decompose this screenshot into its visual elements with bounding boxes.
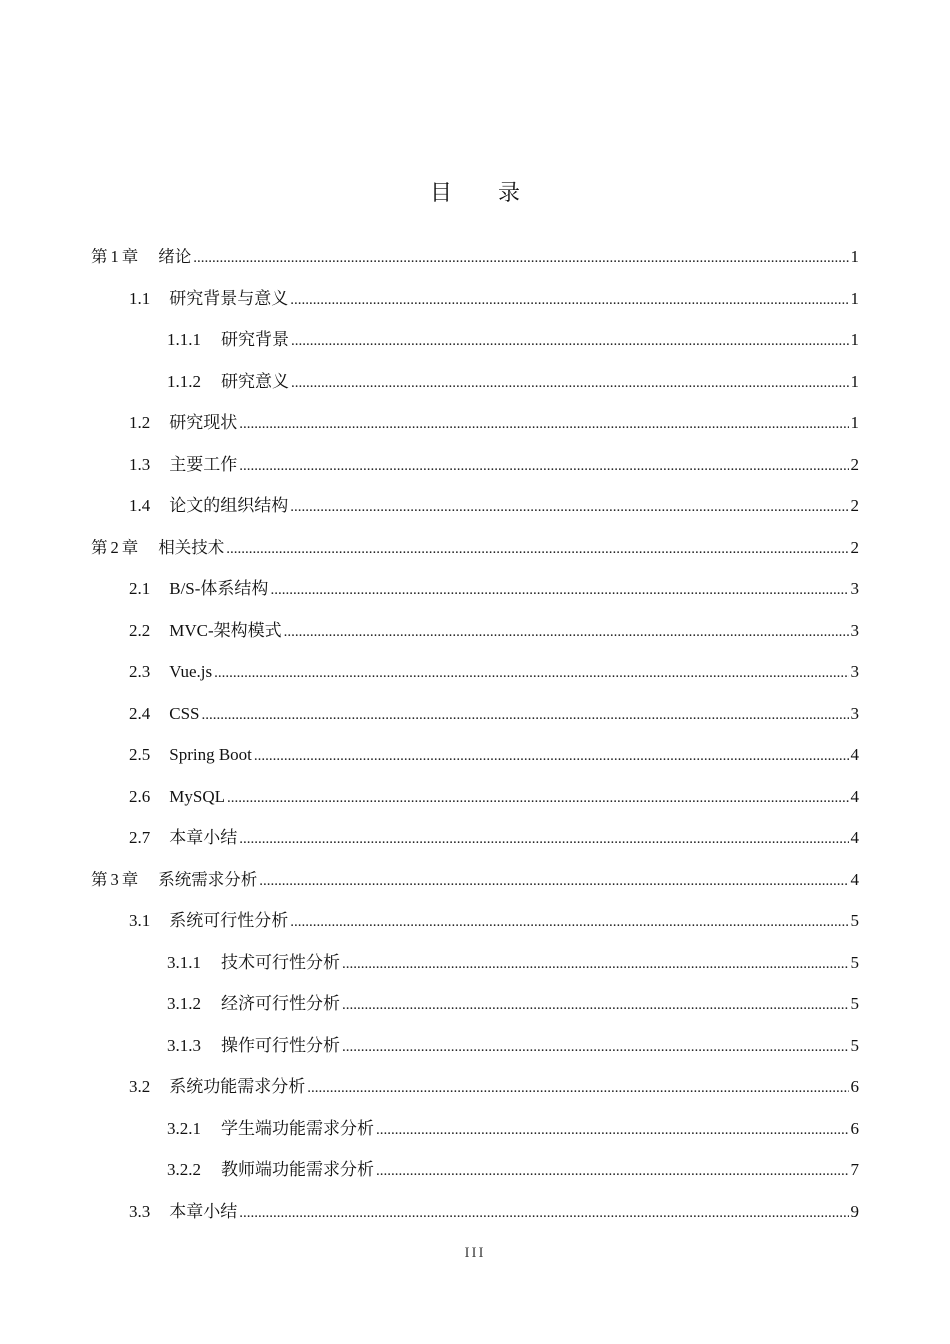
toc-entry-number: 2.4 (129, 703, 151, 723)
dot-leader (214, 656, 848, 689)
dot-leader (254, 739, 849, 772)
toc-entry-page: 1 (850, 371, 859, 391)
dot-leader (307, 1071, 848, 1104)
toc-entry-label: 论文的组织结构 (169, 496, 289, 515)
toc-entry-number: 2.2 (129, 620, 151, 640)
toc-subsection-entry[interactable] (0, 988, 950, 1030)
toc-entry-number: 3.1.3 (167, 1035, 201, 1055)
toc-entry-page: 4 (850, 745, 859, 764)
toc-chapter-entry[interactable] (0, 241, 950, 283)
chapter-number: 3 (110, 869, 119, 889)
toc-entry-number (91, 532, 138, 564)
toc-entry-label: 教师端功能需求分析 (221, 1160, 374, 1179)
toc-chapter-entry[interactable] (0, 864, 950, 906)
toc-entry-page: 1 (850, 247, 859, 266)
dot-leader (376, 1154, 849, 1187)
dot-leader (239, 407, 848, 440)
toc-entry-label: CSS (169, 703, 200, 723)
toc-entry-page: 4 (850, 828, 859, 847)
toc-entry-label: MySQL (169, 786, 225, 806)
toc-entry-label: 学生端功能需求分析 (221, 1118, 374, 1138)
chapter-suffix: 章 (121, 247, 139, 266)
toc-entry-page: 5 (850, 1035, 859, 1055)
chapter-suffix: 章 (121, 537, 139, 557)
dot-leader (290, 490, 848, 523)
dot-leader (193, 241, 848, 274)
toc-entry-number: 3.1.2 (167, 994, 201, 1013)
toc-entry-number: 3.1.1 (167, 952, 201, 972)
toc-entry-number (91, 241, 138, 273)
toc-entry-number: 2.1 (129, 579, 151, 598)
dot-leader (202, 698, 849, 731)
toc-entry-number: 2.6 (129, 786, 151, 806)
toc-section-entry[interactable] (0, 449, 950, 491)
toc-section-entry[interactable] (0, 1071, 950, 1113)
toc-entry-label: 本章小结 (169, 828, 238, 847)
toc-entry-number: 3.1 (129, 911, 151, 930)
toc-subsection-entry[interactable] (0, 366, 950, 408)
dot-leader (239, 1196, 848, 1229)
toc-entry-label: 操作可行性分析 (221, 1035, 340, 1055)
toc-entry-page: 1 (850, 413, 859, 432)
dot-leader (291, 366, 849, 399)
toc-entry-label: Spring Boot (169, 745, 252, 764)
toc-section-entry[interactable] (0, 698, 950, 740)
toc-entry-page: 7 (850, 1160, 859, 1179)
toc-entry-label: 相关技术 (158, 537, 225, 557)
toc-section-entry[interactable] (0, 656, 950, 698)
chapter-number: 1 (110, 247, 119, 266)
toc-entry-page: 3 (850, 703, 859, 723)
toc-entry-page: 2 (850, 454, 859, 474)
toc-section-entry[interactable] (0, 822, 950, 864)
dot-leader (342, 988, 849, 1021)
page-title: 目录 (429, 181, 566, 206)
toc-entry-label: 研究背景 (221, 330, 289, 349)
toc-entry-page: 1 (850, 330, 859, 349)
toc-subsection-entry[interactable] (0, 1154, 950, 1196)
toc-entry-label: B/S-体系结构 (169, 579, 269, 598)
toc-entry-number: 3.3 (129, 1201, 151, 1221)
toc-entry-page: 2 (850, 537, 859, 557)
toc-entry-page: 3 (850, 662, 859, 681)
table-of-contents (0, 241, 950, 1237)
toc-entry-label: 研究意义 (221, 371, 289, 391)
toc-entry-label: 系统可行性分析 (169, 911, 289, 930)
toc-section-entry[interactable] (0, 1196, 950, 1238)
toc-section-entry[interactable] (0, 615, 950, 657)
toc-subsection-entry[interactable] (0, 1030, 950, 1072)
dot-leader (239, 449, 848, 482)
toc-entry-number (91, 864, 138, 896)
toc-section-entry[interactable] (0, 905, 950, 947)
toc-entry-page: 2 (850, 496, 859, 515)
toc-entry-number: 1.4 (129, 496, 151, 515)
toc-entry-page: 5 (850, 952, 859, 972)
toc-section-entry[interactable] (0, 407, 950, 449)
dot-leader (342, 947, 849, 980)
dot-leader (290, 283, 848, 316)
toc-entry-page: 4 (850, 786, 859, 806)
toc-entry-page: 4 (850, 869, 859, 889)
toc-section-entry[interactable] (0, 283, 950, 325)
toc-entry-label: 研究现状 (169, 413, 238, 432)
toc-entry-page: 6 (850, 1118, 859, 1138)
toc-entry-page: 5 (850, 911, 859, 930)
toc-entry-number: 1.3 (129, 454, 151, 474)
chapter-prefix: 第 (91, 247, 108, 266)
toc-subsection-entry[interactable] (0, 1113, 950, 1155)
toc-subsection-entry[interactable] (0, 947, 950, 989)
dot-leader (284, 615, 849, 648)
dot-leader (342, 1030, 849, 1063)
toc-section-entry[interactable] (0, 739, 950, 781)
page-number-footer: III (464, 1245, 486, 1261)
toc-entry-page: 1 (850, 288, 859, 308)
toc-entry-label: 本章小结 (169, 1201, 238, 1221)
toc-entry-number: 1.1.2 (167, 371, 201, 391)
toc-section-entry[interactable] (0, 781, 950, 823)
toc-entry-number: 2.3 (129, 662, 151, 681)
toc-entry-label: 技术可行性分析 (221, 952, 340, 972)
toc-entry-label: 研究背景与意义 (169, 288, 289, 308)
toc-entry-number: 2.5 (129, 745, 151, 764)
chapter-suffix: 章 (121, 869, 139, 889)
dot-leader (227, 781, 849, 814)
dot-leader (270, 573, 848, 606)
toc-section-entry[interactable] (0, 490, 950, 532)
toc-entry-label: Vue.js (169, 662, 213, 681)
toc-entry-page: 3 (850, 620, 859, 640)
toc-entry-label: 经济可行性分析 (221, 994, 340, 1013)
toc-entry-number: 1.1 (129, 288, 151, 308)
toc-entry-label: MVC-架构模式 (169, 620, 282, 640)
dot-leader (259, 864, 848, 897)
toc-entry-page: 9 (850, 1201, 859, 1221)
toc-chapter-entry[interactable] (0, 532, 950, 574)
toc-entry-number: 3.2 (129, 1077, 151, 1096)
toc-entry-number: 3.2.2 (167, 1160, 201, 1179)
toc-entry-page: 5 (850, 994, 859, 1013)
chapter-prefix: 第 (91, 869, 108, 889)
toc-entry-label: 系统需求分析 (158, 869, 258, 889)
dot-leader (290, 905, 848, 938)
chapter-prefix: 第 (91, 537, 108, 557)
toc-entry-label: 绪论 (158, 247, 192, 266)
toc-subsection-entry[interactable] (0, 324, 950, 366)
toc-entry-page: 6 (850, 1077, 859, 1096)
chapter-number: 2 (110, 537, 119, 557)
toc-section-entry[interactable] (0, 573, 950, 615)
toc-entry-number: 1.1.1 (167, 330, 201, 349)
dot-leader (291, 324, 849, 357)
toc-entry-page: 3 (850, 579, 859, 598)
toc-entry-number: 1.2 (129, 413, 151, 432)
dot-leader (239, 822, 848, 855)
toc-entry-label: 主要工作 (169, 454, 238, 474)
toc-entry-number: 3.2.1 (167, 1118, 201, 1138)
dot-leader (226, 532, 848, 565)
dot-leader (376, 1113, 849, 1146)
toc-entry-number: 2.7 (129, 828, 151, 847)
toc-entry-label: 系统功能需求分析 (169, 1077, 306, 1096)
